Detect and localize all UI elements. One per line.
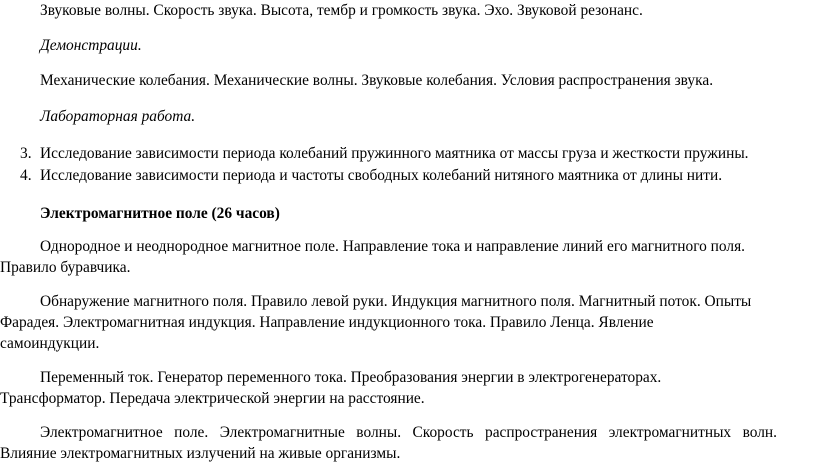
list-item: Исследование зависимости периода колебаний пружинного маятника от массы груза и жесткости пружины. xyxy=(40,145,749,162)
demonstrations-label: Демонстрации. xyxy=(40,37,142,54)
paragraph-line: Однородное и неоднородное магнитное поле. Направление тока и направление линий его магнитного поля. xyxy=(40,238,746,255)
paragraph-line: Трансформатор. Передача электрической энергии на расстояние. xyxy=(0,390,425,407)
list-number: 3. xyxy=(20,145,32,162)
paragraph-line: Фарадея. Электромагнитная индукция. Направление индукционного тока. Правило Ленца. Явление xyxy=(0,314,654,331)
section-heading: Электромагнитное поле (26 часов) xyxy=(40,205,280,222)
paragraph-line: самоиндукции. xyxy=(0,335,100,352)
paragraph-line: Правило буравчика. xyxy=(0,259,131,276)
list-item: Исследование зависимости периода и частоты свободных колебаний нитяного маятника от длины нити. xyxy=(40,167,723,184)
list-number: 4. xyxy=(20,167,32,184)
paragraph-line: Влияние электромагнитных излучений на живые организмы. xyxy=(0,445,401,462)
paragraph-line: Обнаружение магнитного поля. Правило левой руки. Индукция магнитного поля. Магнитный поток. Опыты xyxy=(40,293,752,310)
lab-work-label: Лабораторная работа. xyxy=(40,108,196,125)
paragraph-line: Переменный ток. Генератор переменного тока. Преобразования энергии в электрогенераторах. xyxy=(40,369,662,386)
paragraph-line: Электромагнитное поле. Электромагнитные волны. Скорость распространения электромагнитных волн. xyxy=(40,424,777,441)
text-line: Механические колебания. Механические волны. Звуковые колебания. Условия распространения звука. xyxy=(40,72,714,89)
text-line: Звуковые волны. Скорость звука. Высота, тембр и громкость звука. Эхо. Звуковой резонанс. xyxy=(40,2,643,19)
